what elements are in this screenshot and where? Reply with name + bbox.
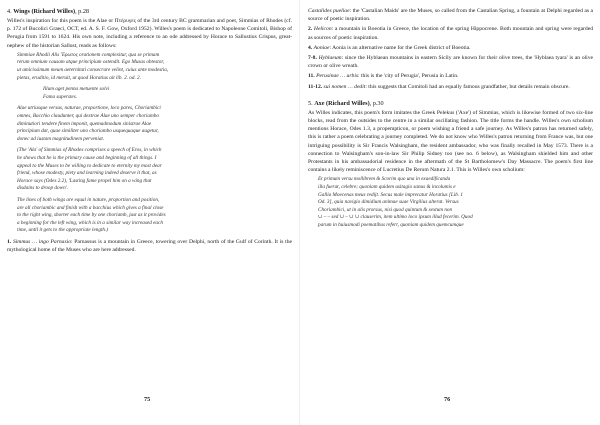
translation-line: time, until it gets to the appropriate length.) [17,227,109,234]
translation-line: to the right wing, shorter each time by one choriamb, just as it provides [17,212,166,219]
note-lemma: Aoniae [313,44,330,51]
axe-body-paragraph: As Willes indicates, this poem's form imitates the Greek Pelekus ('Axe') of Simmias, which is likewise formed of two six-line blocks, read from the outsides to the centre in a similar oscillating fashion. The title forms the handle. Willes's own scholium mentions Horace, Odes 1.3, a propempticon, or poem wishing a friend a safe journey. As Willes's patron has returned safely, this is rather a poem celebrating a journey completed. We do not know who Willes's patron returning from France was, but one intriguing possibility is Sir Francis Walsingham, the resident ambassador, who was finally recalled in May 1573. There is a connection to Walsingham's son-in-law Sir Philip Sidney too (see no. 6 below), as Walsingham shielded him and other Protestants in his ambassadorial residence in the aftermath of the St Bartholomew's Day Massacre. The poem's first line contains a likely reminiscence of Lucretius De Rerum Natura 2.1. This is Willes's own scholium: [308,109,593,174]
quote-line: diminutiori tendere finem imponit, quemadmodum sinistrae Alae [17,120,152,127]
quote-line: donec ad iustam magnitudinem perveniat. [17,135,105,142]
section-heading-axe [308,99,593,108]
translation-line: appeal to the Muses to be willing to dedicate to eternity my most dear [17,162,162,169]
section-page-ref: , p.30 [369,99,384,107]
note-castalides [308,7,593,23]
note-1 [7,238,292,254]
note-text: : Parnassus is a mountain in Greece, towering over Delphi, north of the Gulf of Corinth. It is the mythological home of the Muses who are here addressed. [7,238,293,254]
translation-line: a beginning for the left wing, which is in a similar way increased each [17,219,163,226]
latin-scholium-quote [17,52,292,235]
note-label: 4. [308,44,313,51]
section-number: 5. [308,99,313,107]
note-text: : this suggests that Comitoli had an equally famous grandfather, but details remain obscure. [365,83,570,90]
page-number-left: 75 [144,396,151,403]
note-7-8 [308,54,593,70]
quote-line: omnes, Bacchio claudunter, qui dextrae Alae uno semper choriambo [17,112,159,119]
quote-line: Simmiae Rhodii Alis Ἔρωτος orationem complexitur, qua se primam [17,51,160,58]
translation-line: disdains to droop down'. [17,185,69,192]
translation-line: friend, whose modesty, piety and learning indeed deserve it that, as [17,170,157,177]
section-title: Axe (Richard Willes) [314,99,370,107]
note-text: : a mountain in Boeotia in Greece, the location of the spring Hippocrene. Both mountain and spring were regarded as sources of poetic inspiration. [308,26,593,41]
note-lemma: Castalides pueliae [308,8,350,14]
verse-line: Illum aget penna metuente solvi [43,86,110,93]
note-4 [308,44,593,52]
note-text: : since the Hyblaean mountains in eastern Sicily are known for their olive trees, the 'Hyblaea tyara' is an olive crown or olive wreath. [308,55,594,70]
quote-line: pietas, eruditio, id meruit, ut quod Horatius ait lib. 2. od. 2. [17,74,141,81]
quote-line: rerum omnium causam atque principium ostendit. Ego Musas obtestor, [17,59,165,66]
note-label: 11. [308,73,315,80]
section-number: 4. [7,8,12,15]
quote-line: illa fuerat, celebre; quoniam quidem usitagio sanus & incolumis e [318,184,456,191]
intro-paragraph: Willes's inspiration for this poem is the Alae or Πτέρυγες of the 3rd century BC grammarian and poet, Simmias of Rhodes (cf. p. 172 of Bucolici Graeci, OCT, ed. A. S. F. Gow, Oxford 1952). Willes's poem is dedicated to Napoleone Comitoli, Bishop of Perugia from 1591 to 1624. His own note, including a reference to an ode addressed by Horace to Sallustius Crispus, great-nephew of the historian Sallust, reads as follows: [7,18,292,49]
translation-line: are all choriambic and finish with a bacchius which gives a final close [17,204,164,211]
verse-line: Fama superstes. [43,93,78,100]
note-lemma: Hyblaeum [318,55,342,62]
note-text: : Aonia is an alternative name for the Greek district of Boeotia. [329,44,471,51]
note-label: 7-8. [308,55,317,62]
page-number-right: 76 [444,396,451,403]
note-11 [308,72,593,80]
note-lemma: sui nomen … dedit [323,83,366,90]
quote-line: parum in huiusmodi poematibus refert, quoniam quidem quemcumque [318,222,464,229]
section-page-ref: , p.28 [75,8,89,15]
translation-line: Horace says (Odes 2.2), 'Lasting fame propel him on a wing that [17,177,152,184]
quote-line: Et primum versu mollibrem & Scorim quo una in exaedificanda [318,176,451,183]
translation-line: The lines of both wings are equal in nature, proportion and position, [17,196,160,203]
note-lemma: Perusinae … urbis [316,73,359,80]
right-page [300,0,600,425]
section-heading-wings [7,7,292,16]
note-lemma: Helicon [313,26,332,33]
section-title: Wings (Richard Willes) [13,8,76,15]
translation-line: he shows that he is the primary cause and beginning of all things. I [17,154,157,161]
note-text: : the 'Castalian Maids' are the Muses, so called from the Castalian Spring, a fountain at Delphi regarded as a source of poetic inspiration. [308,8,594,23]
note-2 [308,25,593,41]
translation-line: (The 'Ala' of Simmias of Rhodes comprises a speech of Eros, in which [17,147,162,154]
quote-line: ∪ – – sed ∪ – ∪ ∪ clauserim, item ultimo loco ipsum illud fecerim. Quod [318,214,473,221]
quote-line: Gallia Moecenas meus redijt. Secus male imprecatur Horatius [Lib. 1 [318,191,463,198]
note-text: : this is the 'city of Perugia', Perusia in Latin. [358,73,459,80]
quote-line: ut amicissimum meum aeternitati consecrare velint, cuius ante modestia, [17,67,169,73]
quote-line: principium dat, quae similiter uno choriambo usquequaque augetur, [17,128,159,135]
axe-scholium-quote [318,176,593,229]
quote-line: Od. 3], quia navigio dimidium animae suae Virgilius alterat. Versus [318,199,459,206]
note-11-12 [308,83,593,91]
quote-line: Choriambici, ut in alis prorsus, nisi quod quintum & sextum non [318,206,453,213]
note-label: 2. [308,26,313,33]
note-label: 11-12. [308,83,323,90]
quote-line: Alae utriusque versus, naturae, proportione, loco pares, Choriambici [17,105,161,112]
note-lemma: Simmus … ingo Parnasio [12,238,72,245]
note-label: 1. [7,238,12,245]
